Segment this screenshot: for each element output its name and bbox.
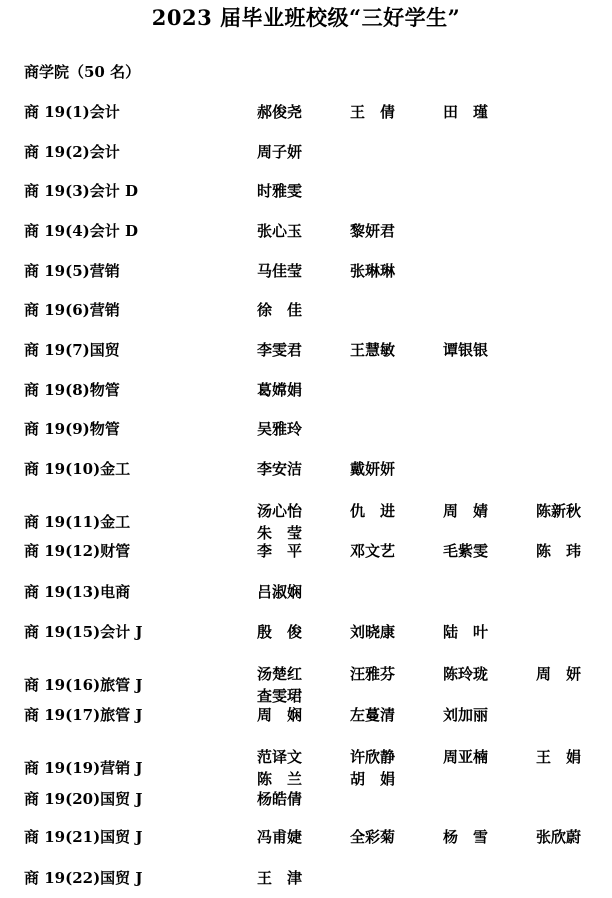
- class-name: 商 19(5)营销: [24, 262, 120, 280]
- student-name: 刘加丽: [443, 706, 489, 724]
- student-name: 郝俊尧: [257, 103, 303, 121]
- student-name: 刘晓康: [350, 623, 396, 641]
- student-name: 陆 叶: [443, 623, 489, 641]
- student-name: 全彩菊: [350, 828, 396, 846]
- student-name: 谭银银: [443, 341, 489, 359]
- class-name: 商 19(4)会计 D: [24, 222, 138, 240]
- class-name: 商 19(17)旅管 J: [24, 706, 143, 724]
- student-name: 周 妍: [536, 665, 582, 683]
- student-name: 范译文: [257, 748, 303, 766]
- class-name: 商 19(10)金工: [24, 460, 131, 478]
- student-name: 李雯君: [257, 341, 303, 359]
- student-name: 吕淑娴: [257, 583, 303, 601]
- student-name: 戴妍妍: [350, 460, 396, 478]
- class-name: 商 19(7)国贸: [24, 341, 120, 359]
- student-name: 徐 佳: [257, 301, 303, 319]
- student-name: 王 娟: [536, 748, 582, 766]
- student-name: 汤心怡: [257, 502, 303, 520]
- class-name: 商 19(15)会计 J: [24, 623, 143, 641]
- student-name: 陈新秋: [536, 502, 582, 520]
- student-name: 周亚楠: [443, 748, 489, 766]
- student-name: 查雯珺: [257, 687, 303, 705]
- student-name: 邓文艺: [350, 542, 396, 560]
- class-name: 商 19(1)会计: [24, 103, 120, 121]
- student-name: 汪雅芬: [350, 665, 396, 683]
- student-name: 周 婧: [443, 502, 489, 520]
- student-name: 胡 娟: [350, 770, 396, 788]
- class-name: 商 19(12)财管: [24, 542, 131, 560]
- student-name: 周 娴: [257, 706, 303, 724]
- student-name: 田 瑾: [443, 103, 489, 121]
- class-name: 商 19(20)国贸 J: [24, 790, 143, 808]
- student-name: 杨皓倩: [257, 790, 303, 808]
- student-name: 仇 进: [350, 502, 396, 520]
- student-name: 吴雅玲: [257, 420, 303, 438]
- student-name: 时雅雯: [257, 182, 303, 200]
- class-name: 商 19(22)国贸 J: [24, 869, 143, 887]
- student-name: 张心玉: [257, 222, 303, 240]
- student-name: 许欣静: [350, 748, 396, 766]
- student-name: 黎妍君: [350, 222, 396, 240]
- class-name: 商 19(6)营销: [24, 301, 120, 319]
- student-name: 李 平: [257, 542, 303, 560]
- class-name: 商 19(21)国贸 J: [24, 828, 143, 846]
- student-name: 陈 兰: [257, 770, 303, 788]
- student-name: 陈 玮: [536, 542, 582, 560]
- student-name: 汤楚红: [257, 665, 303, 683]
- student-name: 杨 雪: [443, 828, 489, 846]
- student-name: 朱 莹: [257, 524, 303, 542]
- student-name: 王慧敏: [350, 341, 396, 359]
- student-name: 王 津: [257, 869, 303, 887]
- student-name: 毛紫雯: [443, 542, 489, 560]
- student-name: 陈玲珑: [443, 665, 489, 683]
- section-heading: 商学院（50 名）: [24, 63, 141, 81]
- class-name: 商 19(8)物管: [24, 381, 120, 399]
- class-name: 商 19(11)金工: [24, 513, 131, 531]
- student-name: 殷 俊: [257, 623, 303, 641]
- student-name: 张欣蔚: [536, 828, 582, 846]
- student-name: 王 倩: [350, 103, 396, 121]
- class-name: 商 19(13)电商: [24, 583, 131, 601]
- page-title: 2023 届毕业班校级“三好学生”: [151, 5, 461, 30]
- student-name: 葛嫦娟: [257, 381, 303, 399]
- student-name: 张琳琳: [350, 262, 396, 280]
- student-name: 左蔓清: [350, 706, 396, 724]
- class-name: 商 19(3)会计 D: [24, 182, 138, 200]
- student-name: 冯甫婕: [257, 828, 303, 846]
- student-name: 马佳莹: [257, 262, 303, 280]
- student-name: 周子妍: [257, 143, 303, 161]
- class-name: 商 19(9)物管: [24, 420, 120, 438]
- class-name: 商 19(19)营销 J: [24, 759, 143, 777]
- class-name: 商 19(2)会计: [24, 143, 120, 161]
- student-name: 李安洁: [257, 460, 303, 478]
- class-name: 商 19(16)旅管 J: [24, 676, 143, 694]
